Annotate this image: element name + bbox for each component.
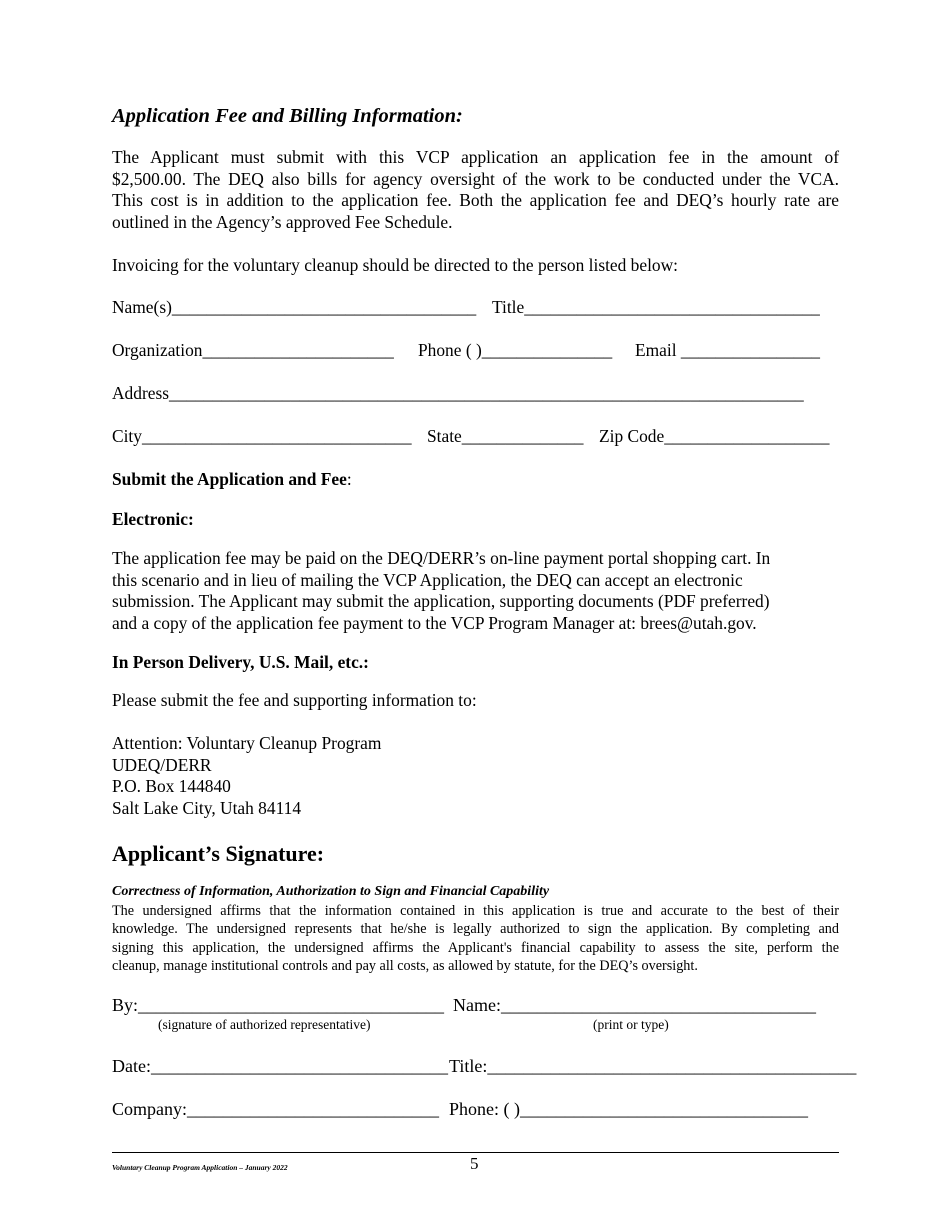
signature-title-field[interactable]: Title:_________________________________________ <box>449 1056 857 1076</box>
mailing-address <box>112 733 381 819</box>
invoice-text: Invoicing for the voluntary cleanup should be directed to the person listed below: <box>112 255 679 275</box>
signature-company-field[interactable]: Company:____________________________ <box>112 1099 439 1119</box>
mailing-address-line: UDEQ/DERR <box>112 754 212 775</box>
billing-email-field[interactable]: Email ________________ <box>635 340 821 360</box>
signature-name-field[interactable]: Name:___________________________________ <box>453 995 816 1015</box>
signature-by-field[interactable]: By:__________________________________ <box>112 995 445 1015</box>
submit-heading-colon: : <box>346 469 352 489</box>
billing-city-field[interactable]: City_______________________________ <box>112 426 412 446</box>
billing-state-field[interactable]: State______________ <box>427 426 584 446</box>
electronic-paragraph-line: and a copy of the application fee payment to the VCP Program Manager at: brees@utah.gov. <box>112 612 757 633</box>
footer-note: Voluntary Cleanup Program Application – January 2022 <box>112 1163 288 1172</box>
affirmation-line: knowledge. The undersigned represents that he/she is legally authorized to sign the application. By completing and <box>112 921 839 938</box>
fee-paragraph-line: This cost is in addition to the application fee. Both the application fee and DEQ’s hourly rate are <box>112 190 839 210</box>
billing-zip-field[interactable]: Zip Code___________________ <box>599 426 830 446</box>
affirmation-line: signing this application, the undersigned affirms the Applicant's financial capability to assess the site, perform the <box>112 939 839 956</box>
footer-divider <box>112 1152 839 1153</box>
fee-paragraph <box>112 147 839 233</box>
fee-section-heading: Application Fee and Billing Information: <box>112 105 463 127</box>
signature-phone-field[interactable]: Phone: ( )________________________________ <box>449 1099 808 1119</box>
billing-name-field[interactable]: Name(s)___________________________________ <box>112 297 477 317</box>
please-submit-text: Please submit the fee and supporting information to: <box>112 690 477 710</box>
page-number: 5 <box>470 1154 479 1173</box>
billing-organization-field[interactable]: Organization______________________ <box>112 340 394 360</box>
billing-address-field[interactable]: Address_________________________________________________________________________ <box>112 383 804 403</box>
electronic-paragraph-line: this scenario and in lieu of mailing the VCP Application, the DEQ can accept an electronic <box>112 569 743 590</box>
submit-heading-text: Submit the Application and Fee <box>112 469 347 489</box>
billing-phone-field[interactable]: Phone ( )_______________ <box>418 340 613 360</box>
electronic-paragraph <box>112 548 852 634</box>
submit-heading <box>112 469 352 491</box>
affirmation-line: cleanup, manage institutional controls and pay all costs, as allowed by statute, for the DEQ’s oversight. <box>112 958 698 975</box>
fee-paragraph-line: $2,500.00. The DEQ also bills for agency oversight of the work to be conducted under the VCA. <box>112 168 839 189</box>
fee-paragraph-line: The Applicant must submit with this VCP application an application fee in the amount of <box>112 147 839 167</box>
signature-heading: Applicant’s Signature: <box>112 841 325 866</box>
mailing-address-line: Attention: Voluntary Cleanup Program <box>112 733 382 753</box>
electronic-heading: Electronic: <box>112 509 194 529</box>
signature-subheading: Correctness of Information, Authorization to Sign and Financial Capability <box>112 884 550 899</box>
signature-by-caption: (signature of authorized representative) <box>158 1017 371 1032</box>
fee-paragraph-line: outlined in the Agency’s approved Fee Schedule. <box>112 211 453 232</box>
electronic-paragraph-line: submission. The Applicant may submit the application, supporting documents (PDF preferred) <box>112 591 770 611</box>
electronic-paragraph-line: The application fee may be paid on the DEQ/DERR’s on-line payment portal shopping cart. In <box>112 548 771 568</box>
affirmation-line: The undersigned affirms that the information contained in this application is true and accurate to the best of their <box>112 903 839 919</box>
in-person-heading: In Person Delivery, U.S. Mail, etc.: <box>112 652 369 672</box>
mailing-address-line: Salt Lake City, Utah 84114 <box>112 797 302 818</box>
affirmation-paragraph <box>112 902 839 976</box>
signature-name-caption: (print or type) <box>593 1017 669 1032</box>
billing-title-field[interactable]: Title__________________________________ <box>492 297 820 317</box>
mailing-address-line: P.O. Box 144840 <box>112 776 231 796</box>
signature-date-field[interactable]: Date:_________________________________ <box>112 1056 448 1076</box>
